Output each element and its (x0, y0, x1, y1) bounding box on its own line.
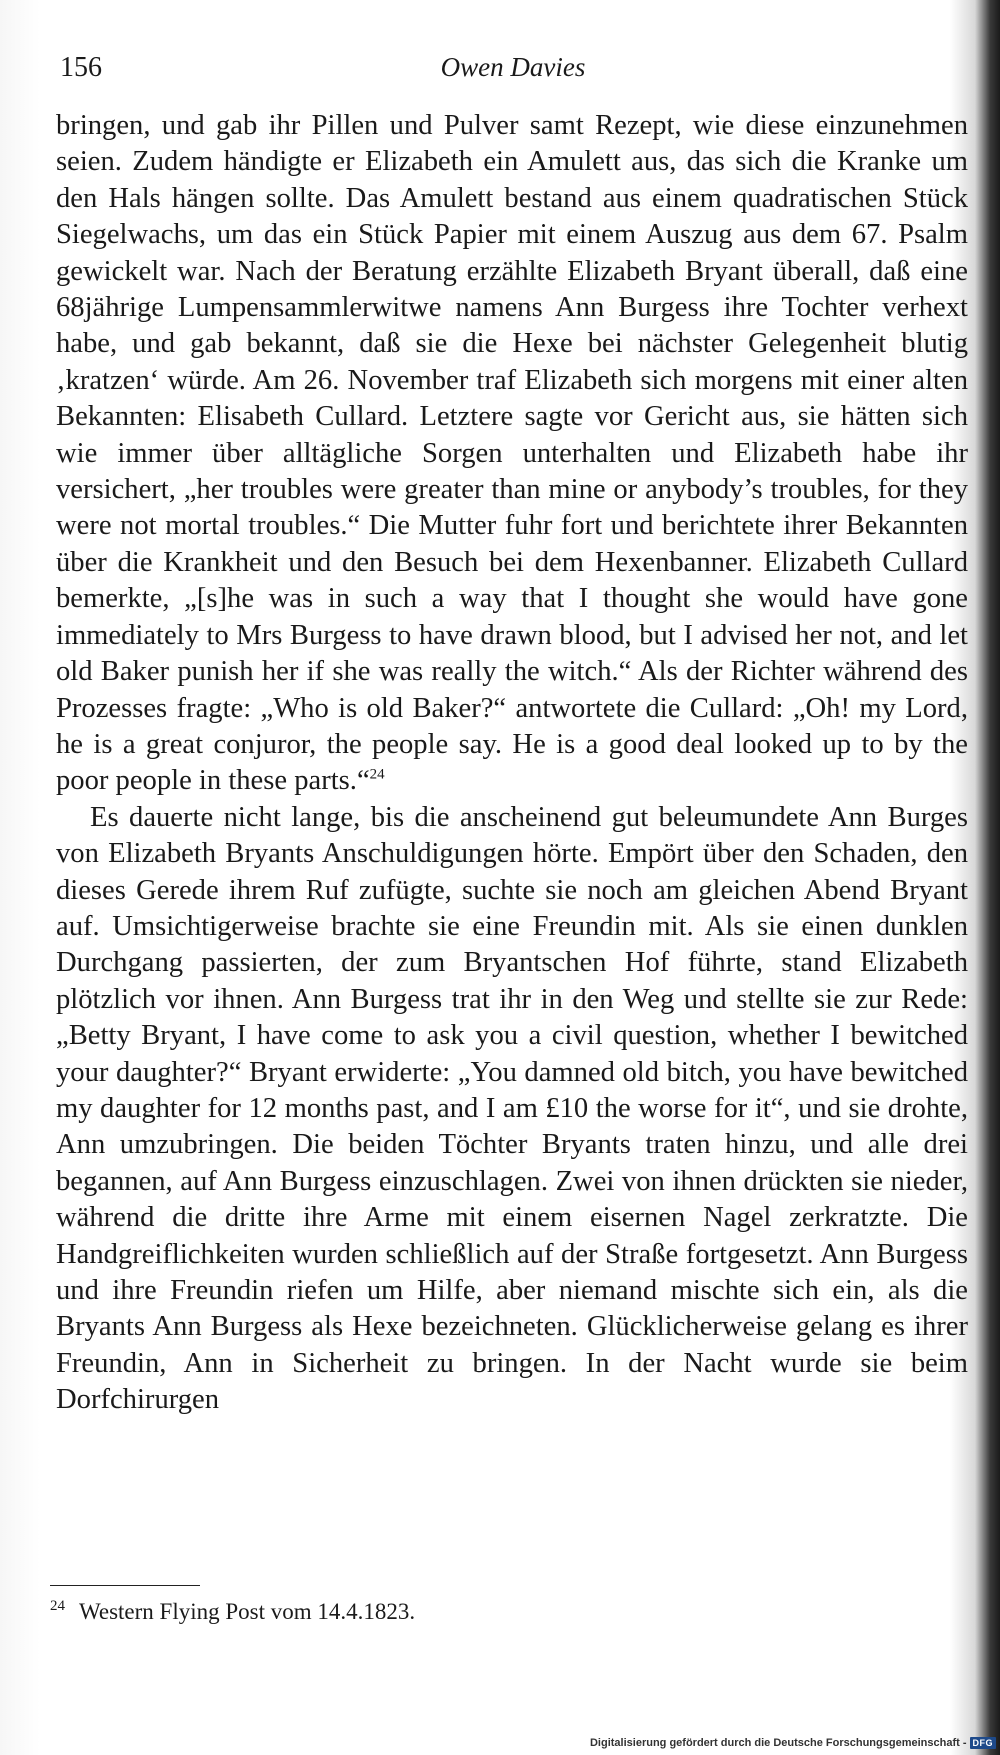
page-number: 156 (60, 52, 102, 83)
paragraph: Es dauerte nicht lange, bis die anscheinend gut beleumundete Ann Burges von Elizabeth Bryants Anschuldigungen hörte. Empört über den Schaden, den dieses Gerede ihrem Ruf zufügte, suchte sie noch am gleichen Abend Bryant auf. Umsichtigerweise brachte sie eine Freundin mit. Als sie einen dunklen Durchgang passierten, der zum Bryantschen Hof führte, stand Elizabeth plötzlich vor ihnen. Ann Burgess trat ihr in den Weg und stellte sie zur Rede: „Betty Bryant, I have come to ask you a civil question, whether I bewitched your daughter?“ Bryant erwiderte: „You damned old bitch, you have bewitched my daughter for 12 months past, and I am £10 the worse for it“, und sie drohte, Ann umzubringen. Die beiden Töchter Bryants traten hinzu, und alle drei begannen, auf Ann Burgess einzuschlagen. Zwei von ihnen drückten sie nieder, während die dritte ihre Arme mit einem eisernen Nagel zerkratzte. Die Handgreiflichkeiten wurden schließlich auf der Straße fortgesetzt. Ann Burgess und ihre Freundin riefen um Hilfe, aber niemand mischte sich ein, als die Bryants Ann Burgess als Hexe bezeichneten. Glücklicherweise gelang es ihrer Freundin, Ann in Sicherheit zu bringen. In der Nacht wurde sie beim Dorfchirurgen (56, 801, 968, 1416)
footnote-divider (50, 1585, 200, 1586)
footnote-reference[interactable]: 24 (369, 766, 385, 783)
footnote (50, 1598, 950, 1626)
footnote-number: 24 (50, 1598, 65, 1615)
dfg-logo-icon: DFG (970, 1737, 997, 1749)
credit-text: Digitalisierung gefördert durch die Deutsche Forschungsgemeinschaft - (589, 1737, 967, 1749)
running-head: Owen Davies (440, 52, 586, 82)
body-text (56, 108, 968, 1419)
page-header (56, 52, 970, 92)
digitization-credit (590, 1737, 996, 1749)
footnote-text: Western Flying Post vom 14.4.1823. (79, 1599, 416, 1624)
paragraph-text: bringen, und gab ihr Pillen und Pulver samt Rezept, wie diese einzunehmen seien. Zudem händigte er Elizabeth ein Amulett aus, das sich die Kranke um den Hals hängen sollte. Das Amulett bestand aus einem quadratischen Stück Siegelwachs, um das ein Stück Papier mit einem Auszug aus dem 67. Psalm gewickelt war. Nach der Beratung erzählte Elizabeth Bryant überall, daß eine 68jährige Lumpensammlerwitwe namens Ann Burgess ihre Tochter verhext habe, und gab bekannt, daß sie die Hexe bei nächster Gelegenheit blutig ‚kratzen‘ würde. Am 26. November traf Elizabeth sich morgens mit einer alten Bekannten: Elisabeth Cullard. Letztere sagte vor Gericht aus, sie hätten sich wie immer über alltägliche Sorgen unterhalten und Elizabeth habe ihr versichert, „her troubles were greater than mine or anybody’s troubles, for they were not mortal troubles.“ Die Mutter fuhr fort und berichtete ihrer Bekannten über die Krankheit und den Besuch bei dem Hexenbanner. Elizabeth Cullard bemerkte, „[s]he was in such a way that I thought she would have gone immediately to Mrs Burgess to have drawn blood, but I advised her not, and let old Baker punish her if she was really the witch.“ Als der Richter während des Prozesses fragte: „Who is old Baker?“ antwortete die Cullard: „Oh! my Lord, he is a great conjuror, the people say. He is a good deal looked up to by the poor people in these parts.“ (56, 110, 968, 797)
paragraph (56, 108, 968, 800)
